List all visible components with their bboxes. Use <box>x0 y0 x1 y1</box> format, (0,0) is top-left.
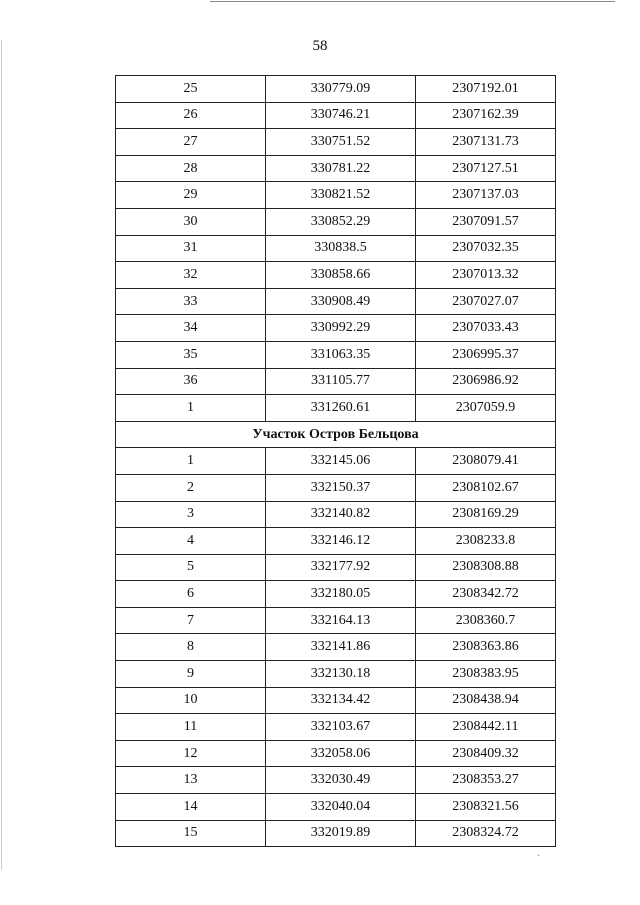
table-row <box>116 262 556 289</box>
y-coordinate-cell: 2308102.67 <box>416 474 556 501</box>
point-number-cell: 31 <box>116 235 266 262</box>
point-number-cell: 13 <box>116 767 266 794</box>
x-coordinate-cell: 332177.92 <box>266 554 416 581</box>
section-header-row <box>116 421 556 448</box>
point-number-cell: 7 <box>116 607 266 634</box>
y-coordinate-cell: 2307131.73 <box>416 129 556 156</box>
table-part-1 <box>116 76 556 422</box>
scan-top-line <box>210 1 615 2</box>
x-coordinate-cell: 332040.04 <box>266 794 416 821</box>
point-number-cell: 34 <box>116 315 266 342</box>
y-coordinate-cell: 2308324.72 <box>416 820 556 847</box>
table-row <box>116 740 556 767</box>
point-number-cell: 6 <box>116 581 266 608</box>
x-coordinate-cell: 332164.13 <box>266 607 416 634</box>
x-coordinate-cell: 331105.77 <box>266 368 416 395</box>
y-coordinate-cell: 2307162.39 <box>416 102 556 129</box>
y-coordinate-cell: 2307032.35 <box>416 235 556 262</box>
table-row <box>116 607 556 634</box>
point-number-cell: 35 <box>116 341 266 368</box>
x-coordinate-cell: 330779.09 <box>266 76 416 103</box>
table-row <box>116 288 556 315</box>
y-coordinate-cell: 2307127.51 <box>416 155 556 182</box>
x-coordinate-cell: 330781.22 <box>266 155 416 182</box>
table-row <box>116 581 556 608</box>
y-coordinate-cell: 2306995.37 <box>416 341 556 368</box>
page-number: 58 <box>312 38 328 54</box>
table-row <box>116 341 556 368</box>
y-coordinate-cell: 2306986.92 <box>416 368 556 395</box>
point-number-cell: 14 <box>116 794 266 821</box>
x-coordinate-cell: 332150.37 <box>266 474 416 501</box>
y-coordinate-cell: 2307027.07 <box>416 288 556 315</box>
table-row <box>116 395 556 422</box>
x-coordinate-cell: 332141.86 <box>266 634 416 661</box>
point-number-cell: 5 <box>116 554 266 581</box>
point-number-cell: 8 <box>116 634 266 661</box>
point-number-cell: 33 <box>116 288 266 315</box>
y-coordinate-cell: 2308360.7 <box>416 607 556 634</box>
y-coordinate-cell: 2308353.27 <box>416 767 556 794</box>
section-header-group <box>116 421 556 448</box>
scan-left-edge <box>1 40 2 870</box>
point-number-cell: 11 <box>116 714 266 741</box>
y-coordinate-cell: 2307033.43 <box>416 315 556 342</box>
x-coordinate-cell: 332180.05 <box>266 581 416 608</box>
x-coordinate-cell: 332140.82 <box>266 501 416 528</box>
x-coordinate-cell: 332145.06 <box>266 448 416 475</box>
y-coordinate-cell: 2307091.57 <box>416 208 556 235</box>
point-number-cell: 29 <box>116 182 266 209</box>
table-row <box>116 155 556 182</box>
y-coordinate-cell: 2308383.95 <box>416 661 556 688</box>
table-row <box>116 528 556 555</box>
x-coordinate-cell: 331063.35 <box>266 341 416 368</box>
x-coordinate-cell: 332146.12 <box>266 528 416 555</box>
y-coordinate-cell: 2308169.29 <box>416 501 556 528</box>
x-coordinate-cell: 332103.67 <box>266 714 416 741</box>
table-row <box>116 76 556 103</box>
section-title: Участок Остров Бельцова <box>116 421 556 448</box>
table-row <box>116 474 556 501</box>
point-number-cell: 30 <box>116 208 266 235</box>
point-number-cell: 10 <box>116 687 266 714</box>
x-coordinate-cell: 332134.42 <box>266 687 416 714</box>
x-coordinate-cell: 330858.66 <box>266 262 416 289</box>
x-coordinate-cell: 330746.21 <box>266 102 416 129</box>
table-row <box>116 767 556 794</box>
table-row <box>116 235 556 262</box>
point-number-cell: 27 <box>116 129 266 156</box>
y-coordinate-cell: 2308342.72 <box>416 581 556 608</box>
point-number-cell: 36 <box>116 368 266 395</box>
point-number-cell: 32 <box>116 262 266 289</box>
x-coordinate-cell: 330751.52 <box>266 129 416 156</box>
y-coordinate-cell: 2308308.88 <box>416 554 556 581</box>
table-row <box>116 634 556 661</box>
x-coordinate-cell: 330992.29 <box>266 315 416 342</box>
x-coordinate-cell: 332058.06 <box>266 740 416 767</box>
x-coordinate-cell: 330908.49 <box>266 288 416 315</box>
point-number-cell: 1 <box>116 448 266 475</box>
table-row <box>116 820 556 847</box>
y-coordinate-cell: 2308438.94 <box>416 687 556 714</box>
y-coordinate-cell: 2308079.41 <box>416 448 556 475</box>
y-coordinate-cell: 2308233.8 <box>416 528 556 555</box>
point-number-cell: 4 <box>116 528 266 555</box>
y-coordinate-cell: 2307192.01 <box>416 76 556 103</box>
table-row <box>116 794 556 821</box>
y-coordinate-cell: 2308321.56 <box>416 794 556 821</box>
table-row <box>116 368 556 395</box>
point-number-cell: 25 <box>116 76 266 103</box>
point-number-cell: 1 <box>116 395 266 422</box>
table-row <box>116 102 556 129</box>
point-number-cell: 15 <box>116 820 266 847</box>
x-coordinate-cell: 330838.5 <box>266 235 416 262</box>
point-number-cell: 9 <box>116 661 266 688</box>
x-coordinate-cell: 330821.52 <box>266 182 416 209</box>
point-number-cell: 12 <box>116 740 266 767</box>
x-coordinate-cell: 332019.89 <box>266 820 416 847</box>
table-part-2 <box>116 448 556 847</box>
y-coordinate-cell: 2308442.11 <box>416 714 556 741</box>
point-number-cell: 28 <box>116 155 266 182</box>
y-coordinate-cell: 2307137.03 <box>416 182 556 209</box>
point-number-cell: 3 <box>116 501 266 528</box>
table-row <box>116 315 556 342</box>
table-row <box>116 501 556 528</box>
scan-mark: · <box>537 851 541 862</box>
point-number-cell: 26 <box>116 102 266 129</box>
x-coordinate-cell: 332030.49 <box>266 767 416 794</box>
y-coordinate-cell: 2307013.32 <box>416 262 556 289</box>
table-row <box>116 554 556 581</box>
y-coordinate-cell: 2308409.32 <box>416 740 556 767</box>
y-coordinate-cell: 2308363.86 <box>416 634 556 661</box>
table-row <box>116 661 556 688</box>
table-row <box>116 182 556 209</box>
table-row <box>116 129 556 156</box>
table-row <box>116 714 556 741</box>
table-row <box>116 448 556 475</box>
table-row <box>116 208 556 235</box>
x-coordinate-cell: 330852.29 <box>266 208 416 235</box>
coordinates-table <box>115 75 556 847</box>
y-coordinate-cell: 2307059.9 <box>416 395 556 422</box>
table-row <box>116 687 556 714</box>
x-coordinate-cell: 331260.61 <box>266 395 416 422</box>
x-coordinate-cell: 332130.18 <box>266 661 416 688</box>
point-number-cell: 2 <box>116 474 266 501</box>
